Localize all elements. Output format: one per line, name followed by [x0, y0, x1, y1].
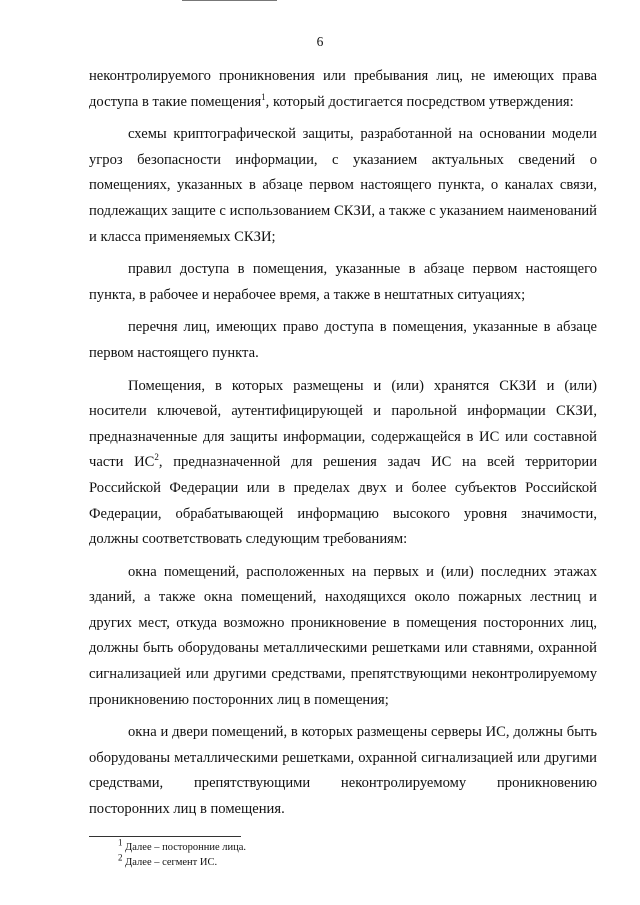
page-number: 6: [316, 34, 324, 49]
footnote-mark: 1: [118, 837, 123, 848]
footnote-mark: 2: [118, 852, 123, 863]
paragraph-text: перечня лиц, имеющих право доступа в помещения, указанные в абзаце первом настоящего пункта.: [89, 319, 597, 361]
footnote-1: [118, 837, 246, 855]
paragraph-text: неконтролируемого проникновения или пребывания лиц, не имеющих права доступа в такие помещения: [89, 68, 597, 110]
paragraph-p4: [89, 374, 597, 553]
footnotes: [118, 837, 246, 870]
paragraph-p1: [89, 122, 597, 250]
paragraph-p5: [89, 560, 597, 714]
top-edge-rule: [182, 0, 277, 1]
paragraph-p3: [89, 315, 597, 366]
paragraph-p6: [89, 720, 597, 822]
footnote-ref: 2: [154, 452, 159, 463]
paragraph-text: , который достигается посредством утверждения:: [265, 93, 574, 110]
footnote-ref: 1: [261, 91, 266, 102]
footnote-text: Далее – сегмент ИС.: [122, 857, 218, 868]
paragraph-text: , предназначенной для решения задач ИС на всей территории Российской Федерации или в пределах двух и более субъектов Российской Федерации, обрабатывающей информацию высокого уровня значимости, должны соответствовать следующим требованиям:: [89, 454, 598, 548]
paragraph-text: схемы криптографической защиты, разработанной на основании модели угроз безопасности информации, с указанием актуальных сведений о помещениях, указанных в абзаце первом настоящего пункта, о каналах связи, подлежащих защите с использованием СКЗИ, а также с указанием наименований и класса применяемых СКЗИ;: [89, 126, 597, 245]
paragraph-p2: [89, 257, 597, 308]
paragraph-text: окна и двери помещений, в которых размещены серверы ИС, должны быть оборудованы металлическими решетками, охранной сигнализацией или другими средствами, препятствующими неконтролируемому проникновению посторонних лиц в помещения.: [89, 724, 597, 818]
paragraph-p0: [89, 64, 597, 115]
footnote-text: Далее – посторонние лица.: [122, 842, 246, 853]
footnote-separator: [89, 836, 241, 837]
paragraph-text: Помещения, в которых размещены и (или) хранятся СКЗИ и (или) носители ключевой, аутентифицирующей и парольной информации СКЗИ, предназначенные для защиты информации, содержащейся в ИС или составной части ИС: [89, 377, 597, 471]
body-text: [89, 64, 597, 830]
footnote-2: [118, 852, 246, 870]
paragraph-text: окна помещений, расположенных на первых и (или) последних этажах зданий, а также окна помещений, находящихся около пожарных лестниц и других мест, откуда возможно проникновение в помещения посторонних лиц, должны быть оборудованы металлическими решетками или ставнями, охранной сигнализацией или другими средствами, препятствующими неконтролируемому проникновению посторонних лиц в помещения;: [89, 563, 597, 708]
paragraph-text: правил доступа в помещения, указанные в абзаце первом настоящего пункта, в рабочее и нерабочее время, а также в нештатных ситуациях;: [89, 261, 597, 303]
